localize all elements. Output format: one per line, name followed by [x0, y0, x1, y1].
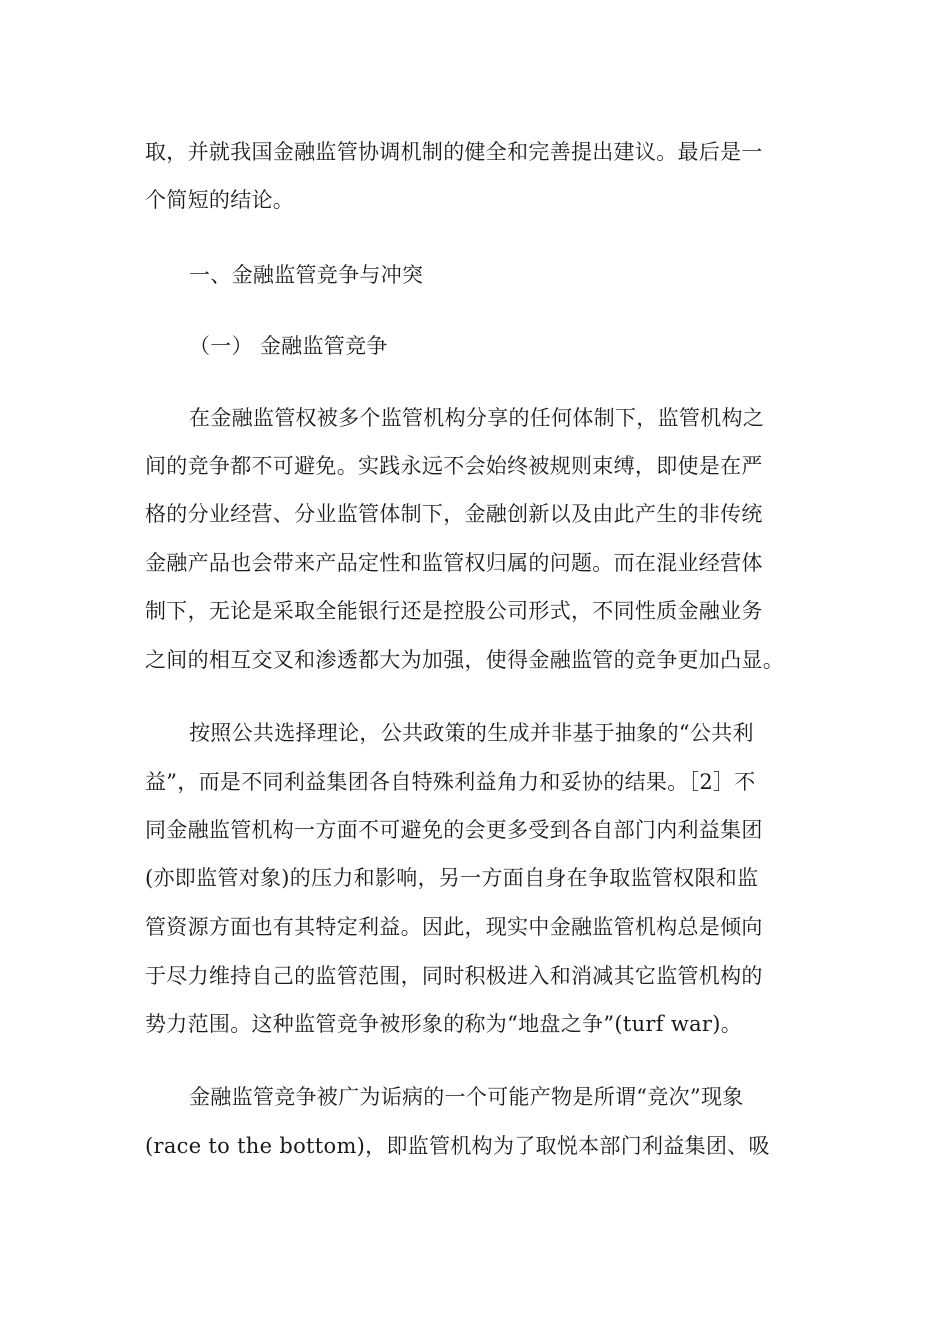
- paragraph-2-line-2: 益”，而是不同利益集团各自特殊利益角力和妥协的结果。［2］不: [145, 770, 756, 794]
- section-heading: 一、金融监管竞争与冲突: [189, 263, 424, 287]
- paragraph-3-line-2: (race to the bottom)，即监管机构为了取悦本部门利益集团、吸: [145, 1134, 770, 1158]
- paragraph-2-line-1: 按照公共选择理论，公共政策的生成并非基于抽象的“公共利: [189, 721, 754, 745]
- paragraph-2-line-4: (亦即监管对象)的压力和影响，另一方面自身在争取监管权限和监: [145, 866, 759, 890]
- intro-line-1: 取，并就我国金融监管协调机制的健全和完善提出建议。最后是一: [145, 140, 763, 164]
- paragraph-2-line-7: 势力范围。这种监管竞争被形象的称为“地盘之争”(turf war)。: [145, 1012, 743, 1036]
- paragraph-2-line-6: 于尽力维持自己的监管范围，同时积极进入和消减其它监管机构的: [145, 964, 763, 988]
- intro-line-2: 个简短的结论。: [145, 188, 295, 212]
- paragraph-1-line-5: 制下，无论是采取全能银行还是控股公司形式，不同性质金融业务: [145, 599, 763, 623]
- paragraph-1-line-4: 金融产品也会带来产品定性和监管权归属的问题。而在混业经营体: [145, 551, 763, 575]
- subsection-heading: （一） 金融监管竞争: [189, 334, 388, 358]
- paragraph-2-line-3: 同金融监管机构一方面不可避免的会更多受到各自部门内利益集团: [145, 818, 763, 842]
- paragraph-1-line-2: 间的竞争都不可避免。实践永远不会始终被规则束缚，即使是在严: [145, 454, 763, 478]
- paragraph-1-line-1: 在金融监管权被多个监管机构分享的任何体制下，监管机构之: [189, 406, 765, 430]
- paragraph-1-line-6: 之间的相互交叉和渗透都大为加强，使得金融监管的竞争更加凸显。: [145, 648, 784, 672]
- paragraph-3-line-1: 金融监管竞争被广为诟病的一个可能产物是所谓“竞次”现象: [189, 1085, 744, 1109]
- paragraph-1-line-3: 格的分业经营、分业监管体制下，金融创新以及由此产生的非传统: [145, 502, 763, 526]
- paragraph-2-line-5: 管资源方面也有其特定利益。因此，现实中金融监管机构总是倾向: [145, 915, 763, 939]
